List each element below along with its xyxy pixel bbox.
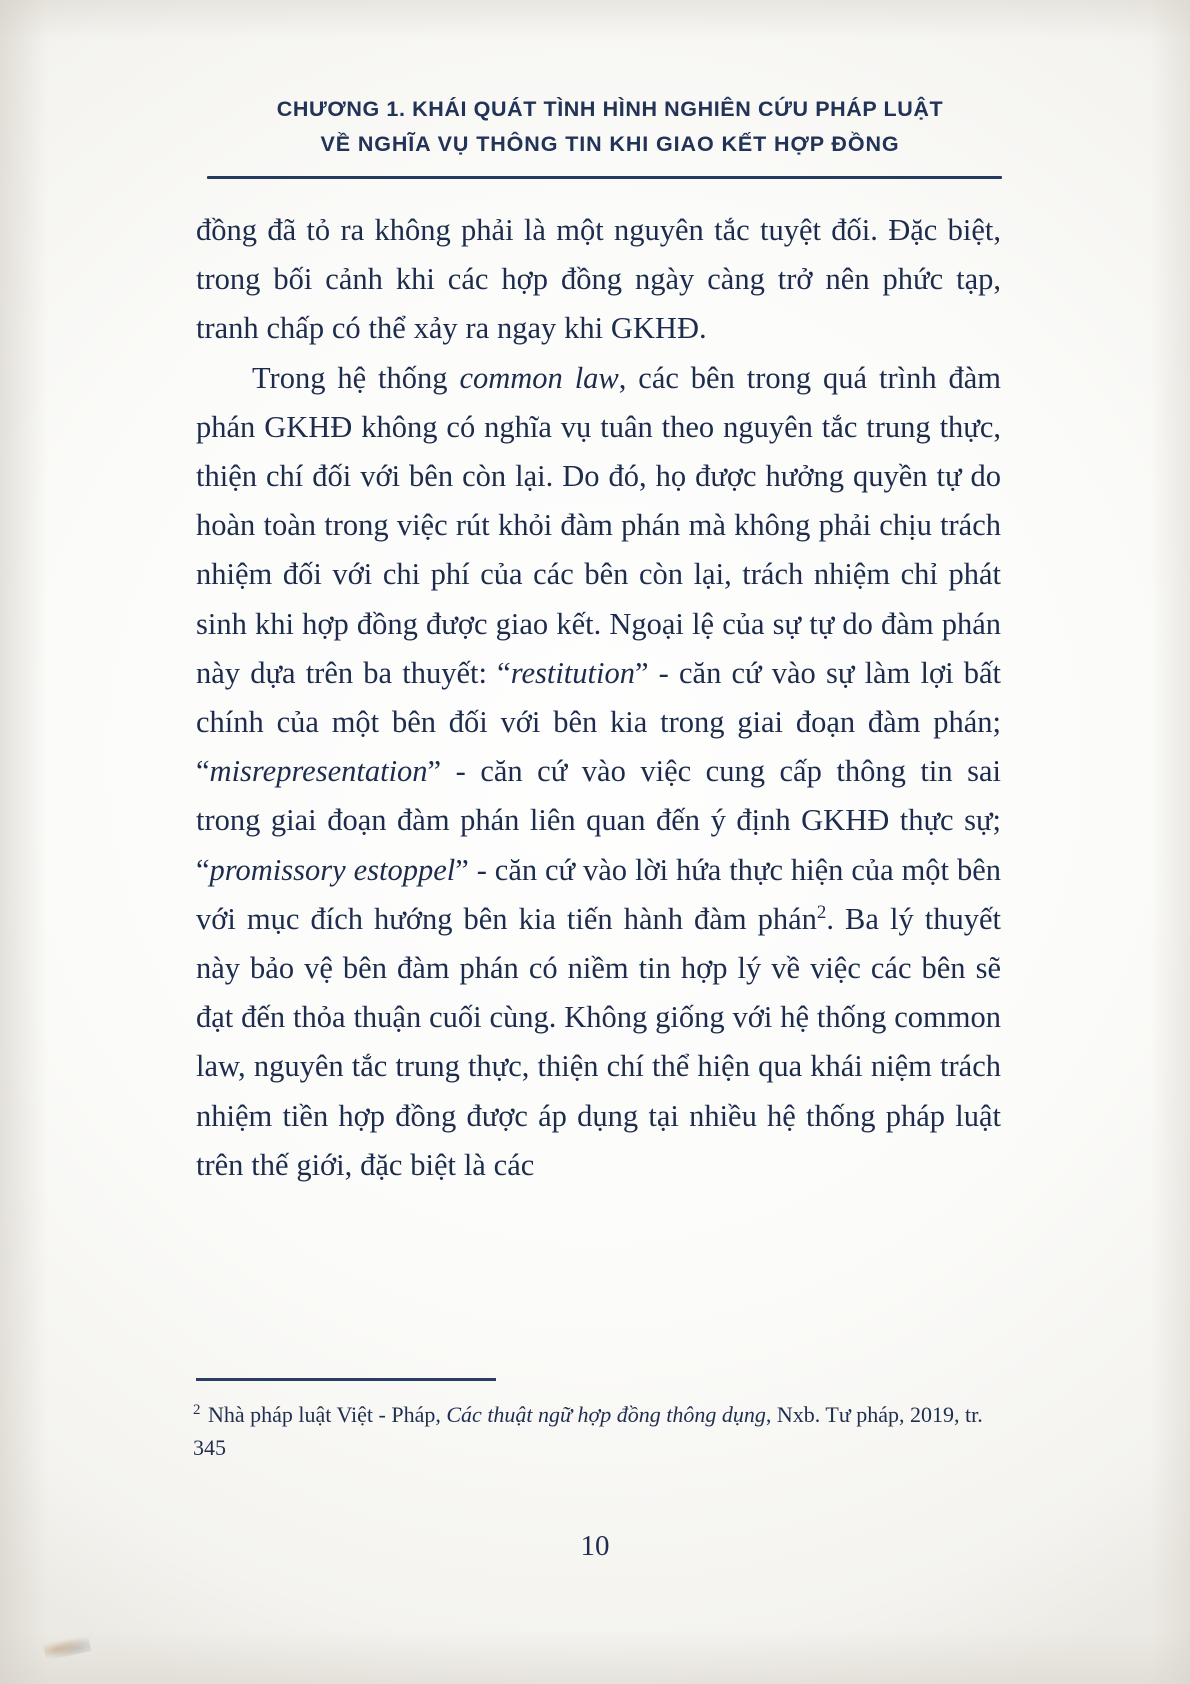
paragraph-common-law xyxy=(196,354,1001,1190)
footnote-segment-2: , Nxb. Tư pháp, 2019, tr. 345 xyxy=(193,1402,983,1460)
p2-segment-5: ” - căn cứ vào lời hứa thực hiện của một bên với mục đích hướng bên kia tiến hành đàm phán xyxy=(196,852,1001,936)
p2-segment-6: . Ba lý thuyết này bảo vệ bên đàm phán có niềm tin hợp lý về việc các bên sẽ đạt đến thỏa thuận cuối cùng. Không giống với hệ thống common law, nguyên tắc trung thực, thiện chí thể hiện qua khái niệm trách nhiệm tiền hợp đồng được áp dụng tại nhiều hệ thống pháp luật trên thế giới, đặc biệt là các xyxy=(196,901,1001,1182)
footnote-book-title: Các thuật ngữ hợp đồng thông dụng xyxy=(446,1402,766,1427)
paragraph-1-text: đồng đã tỏ ra không phải là một nguyên tắc tuyệt đối. Đặc biệt, trong bối cảnh khi các hợp đồng ngày càng trở nên phức tạp, tranh chấp có thể xảy ra ngay khi GKHĐ. xyxy=(196,213,1001,346)
footnote-segment-1: Nhà pháp luật Việt - Pháp, xyxy=(202,1402,447,1427)
p2-segment-1: Trong hệ thống xyxy=(252,360,460,395)
paper-edge-top xyxy=(0,0,1190,40)
p2-segment-4: ” - căn cứ vào việc cung cấp thông tin sai trong giai đoạn đàm phán liên quan đến ý định GKHĐ thực sự; “ xyxy=(196,754,1001,887)
header-rule xyxy=(207,176,1002,179)
paper-edge-bottom xyxy=(0,1630,1190,1684)
term-misrepresentation: misrepresentation xyxy=(209,754,428,789)
running-head xyxy=(215,92,1005,162)
scan-smudge-artifact xyxy=(43,1633,92,1660)
paper-edge-right xyxy=(1150,0,1190,1684)
running-head-line-1: CHƯƠNG 1. KHÁI QUÁT TÌNH HÌNH NGHIÊN CỨU PHÁP LUẬT xyxy=(276,97,944,121)
term-common-law: common law xyxy=(459,360,619,395)
paragraph-continuation xyxy=(196,206,1001,354)
term-restitution: restitution xyxy=(510,655,635,690)
term-promissory-estoppel: promissory estoppel xyxy=(209,852,456,887)
footnote-marker: 2 xyxy=(193,1401,201,1418)
p2-segment-2: , các bên trong quá trình đàm phán GKHĐ không có nghĩa vụ tuân theo nguyên tắc trung thực, thiện chí đối với bên còn lại. Do đó, họ được hưởng quyền tự do hoàn toàn trong việc rút khỏi đàm phán mà không phải chịu trách nhiệm đối với chi phí của các bên còn lại, trách nhiệm chỉ phát sinh khi hợp đồng được giao kết. Ngoại lệ của sự tự do đàm phán này dựa trên ba thuyết: “ xyxy=(196,360,1002,690)
footnote-reference-marker[interactable]: 2 xyxy=(816,901,827,923)
page-number: 10 xyxy=(580,1530,610,1562)
footnote-separator-rule xyxy=(196,1378,496,1381)
footnote xyxy=(193,1398,1005,1464)
body-text-column xyxy=(196,206,1001,1190)
paper-edge-left xyxy=(0,0,48,1684)
running-head-line-2: VỀ NGHĨA VỤ THÔNG TIN KHI GIAO KẾT HỢP ĐỒNG xyxy=(320,131,900,156)
p2-segment-3: ” - căn cứ vào sự làm lợi bất chính của một bên đối với bên kia trong giai đoạn đàm phán; “ xyxy=(196,655,1001,789)
